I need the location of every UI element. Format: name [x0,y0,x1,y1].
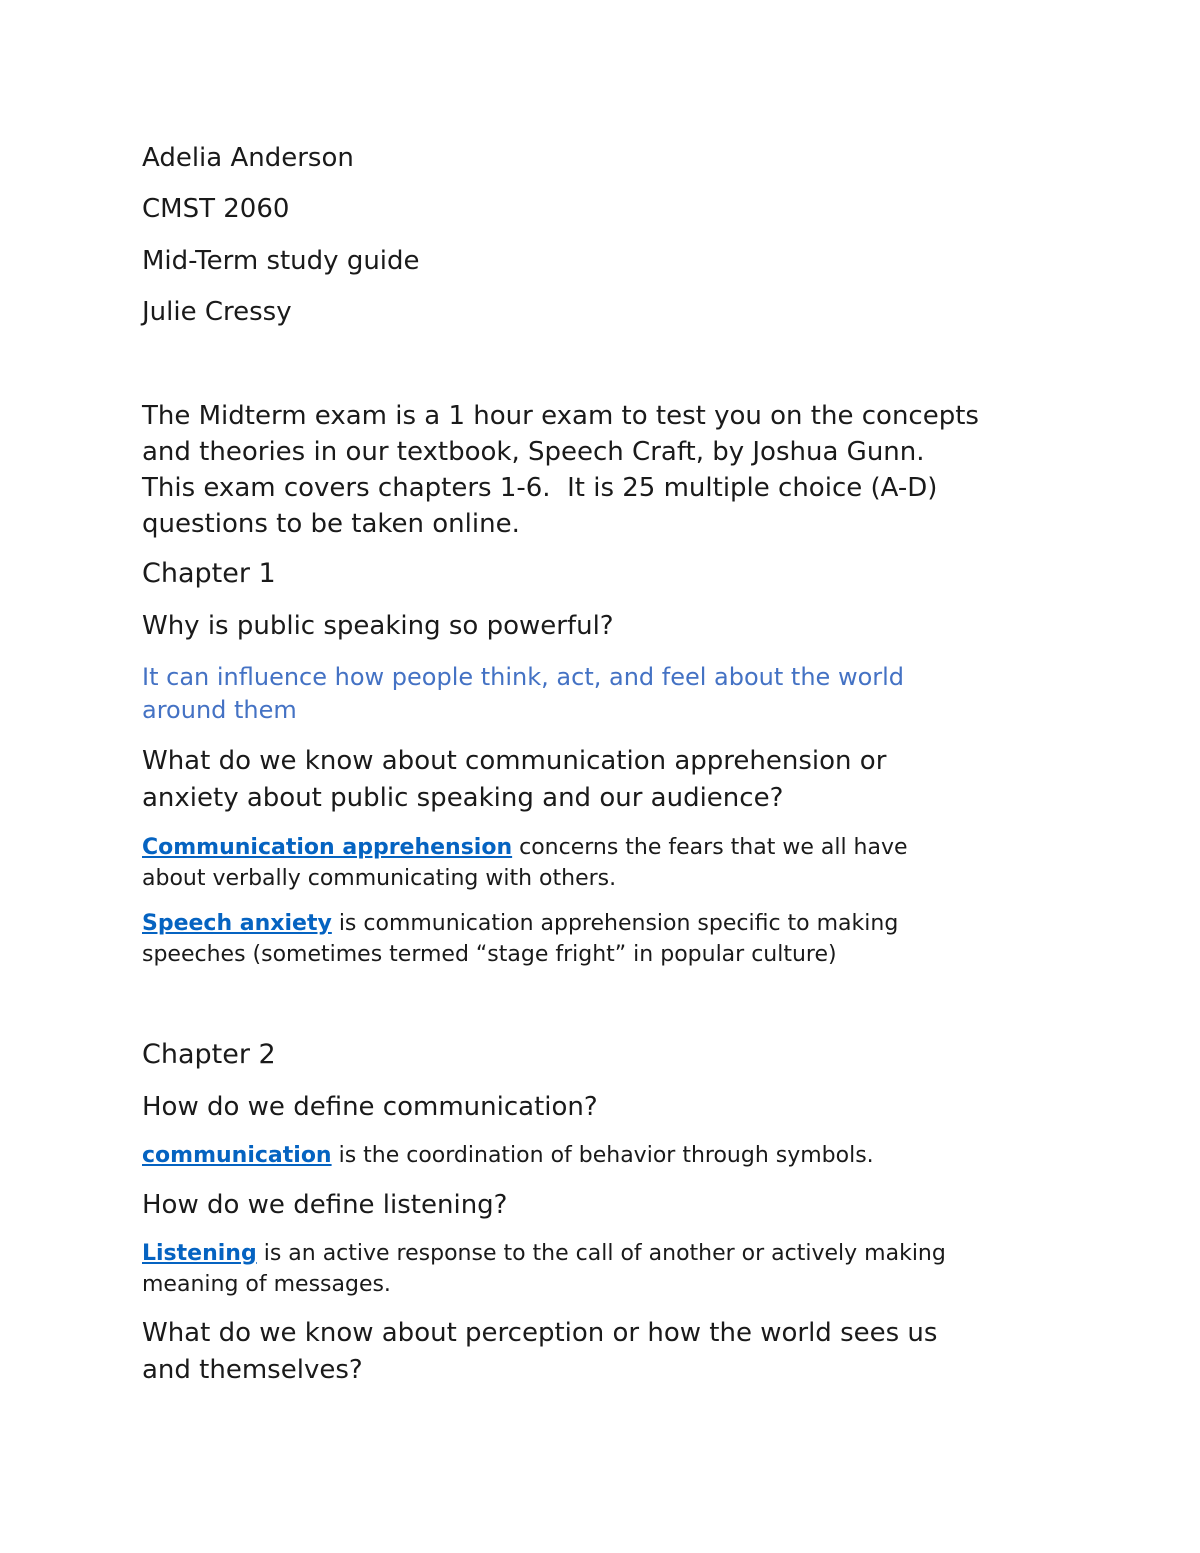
chapter-2-question-2: How do we define listening? [142,1190,508,1220]
student-name: Adelia Anderson [142,143,354,173]
definition-line: speeches (sometimes termed “stage fright” in popular culture) [142,942,837,967]
definition-line [142,832,1072,863]
term-link-speech-anxiety[interactable]: Speech anxiety [142,911,332,936]
definition-text: is the coordination of behavior through symbols. [331,1143,874,1168]
intro-line: The Midterm exam is a 1 hour exam to test you on the concepts [142,401,979,431]
question-line: anxiety about public speaking and our audience? [142,783,784,813]
definition-line [142,1238,1072,1269]
chapter-1-question-1: Why is public speaking so powerful? [142,611,614,641]
term-link-listening[interactable]: Listening [142,1241,257,1266]
question-line: and themselves? [142,1355,363,1385]
answer-line: around them [142,696,297,724]
chapter-1-answer-1 [142,661,1072,727]
definition-text: is an active response to the call of another or actively making [256,1241,946,1266]
intro-line: and theories in our textbook, Speech Craft, by Joshua Gunn. [142,437,925,467]
chapter-1-question-2 [142,743,1072,817]
definition-text: concerns the fears that we all have [512,835,908,860]
course-code: CMST 2060 [142,194,290,224]
answer-line: It can influence how people think, act, and feel about the world [142,663,905,691]
question-line: What do we know about perception or how the world sees us [142,1318,938,1348]
definition-speech-anxiety [142,908,1072,970]
chapter-2-heading: Chapter 2 [142,1039,276,1070]
intro-line: This exam covers chapters 1-6. It is 25 multiple choice (A-D) [142,473,938,503]
definition-line: about verbally communicating with others. [142,866,617,891]
definition-line [142,908,1072,939]
chapter-2-question-3 [142,1315,1072,1389]
term-link-communication[interactable]: communication [142,1143,332,1168]
instructor-name: Julie Cressy [142,297,292,327]
intro-paragraph [142,398,1072,542]
definition-text: is communication apprehension specific to making [331,911,899,936]
definition-line: meaning of messages. [142,1272,391,1297]
definition-line [142,1140,1072,1171]
chapter-1-heading: Chapter 1 [142,558,276,589]
term-link-communication-apprehension[interactable]: Communication apprehension [142,835,513,860]
question-line: What do we know about communication apprehension or [142,746,887,776]
definition-listening [142,1238,1072,1300]
definition-communication-apprehension [142,832,1072,894]
intro-line: questions to be taken online. [142,509,520,539]
document-title: Mid-Term study guide [142,246,420,276]
chapter-2-question-1: How do we define communication? [142,1092,598,1122]
definition-communication [142,1140,1072,1171]
